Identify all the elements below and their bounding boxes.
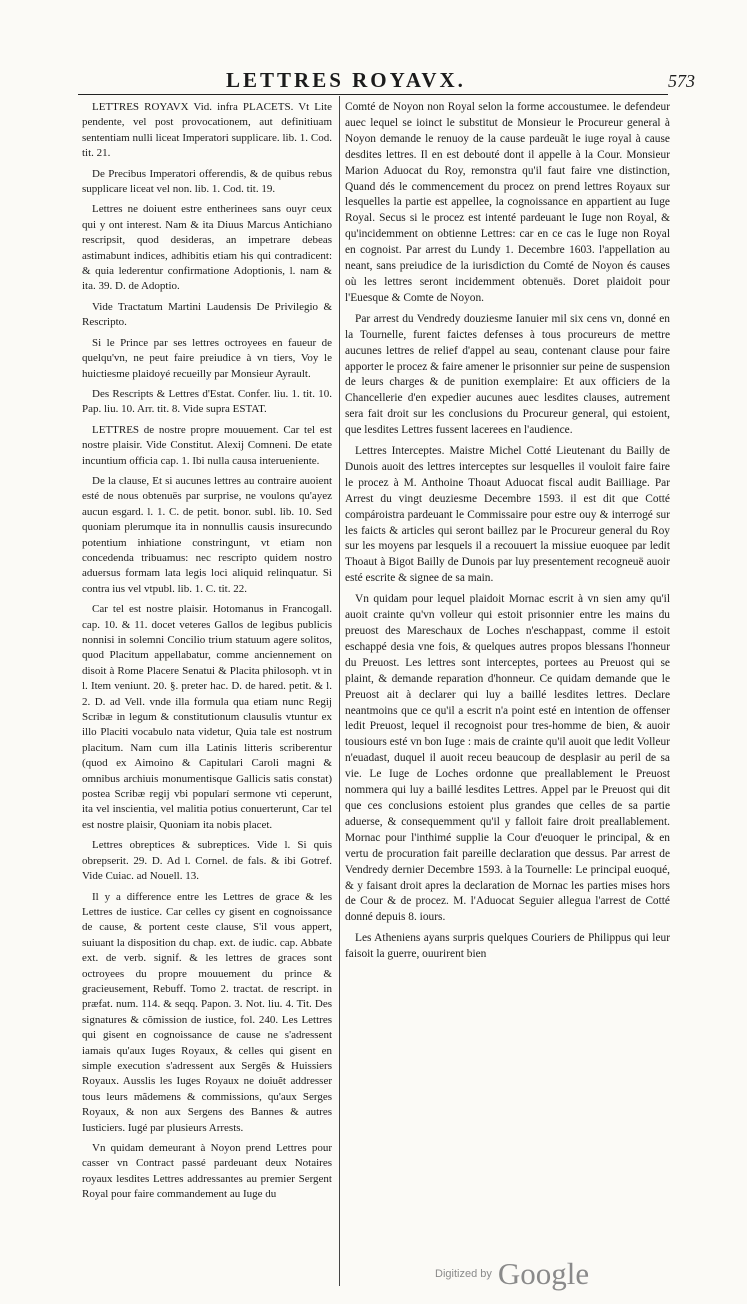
paragraph: Vn quidam demeurant à Noyon prend Lettres pour casser vn Contract passé pardeuant deux Notaires royaux lesdites Lettres addressantes au premier Sergent Royal pour faire commandement au Iuge du [82, 1142, 332, 1201]
paragraph: Les Atheniens ayans surpris quelques Couriers de Philippus qui leur faisoit la guerre, ouurirent bien [345, 932, 670, 961]
watermark-prefix: Digitized by [435, 1268, 492, 1280]
paragraph: Lettres obreptices & subreptices. Vide l. Si quis obrepserit. 29. D. Ad l. Cornel. de fals. & ibi Gotref. Vide Cuiac. ad Nouell. 13. [82, 839, 332, 883]
page-title: LETTRES ROYAVX. [226, 68, 466, 92]
paragraph: Vide Tractatum Martini Laudensis De Privilegio & Rescripto. [82, 300, 332, 329]
paragraph: Il y a difference entre les Lettres de grace & les Lettres de iustice. Car celles cy gisent en cognoissance de cause, & portent ceste clause, S'il vous appert, suiuant la disposition du chap. ext. de iudic. cap. Abbate ext. de verb. signif. & les lettres de graces sont octroyees du propre mouuement du prince & gracieusement, Rebuff. Tomo 2. tractat. de rescript. in præfat. num. 114. & seqq. Papon. 3. Not. liu. 4. Tit. Des signatures & cõmission de iustice, fol. 240. Les Lettres qui gisent en cognoissance de cause ne s'adressent iamais qu'aux Iuges Royaux, & celles qui gisent en simple execution s'adressent aux Sergẽs & Huissiers Royaux. Ausslis les Iuges Royaux ne doiuẽt addresser tous leurs mãdemens & commissions, qu'aux Serges Royaux, & non aux Sergens des Bannes & autres Iusticiers. Iugé par plusieurs Arrests. [82, 890, 332, 1134]
paragraph: Par arrest du Vendredy douziesme Ianuier mil six cens vn, donné en la Tournelle, furent faictes defenses à tous procureurs de mettre aucunes lettres de relief d'appel au seau, contenant clause pour faire apporter le procez & faire amener le prisonnier sur peine de suspension de leurs charges & de punition exemplaire: Et aux officiers de la Chancellerie d'en expedier aucunes auec lesdites clauses, autrement sera fait droit sur les conclusions du Procureur general, qui estoient, que lesdites Lettres fussent lacerees en l'audience. [345, 312, 670, 437]
paragraph: De la clause, Et si aucunes lettres au contraire auoient esté de nous obtenuës par surprise, ne voulons qu'ayez aucun esgard. l. 1. C. de petit. bonor. subl. lib. 10. Sed quoniam plerumque ita in nonnullis causis insurecundo potentium inhiatione constringunt, vt etiam non concedenda tribuamus: nec rescripto quidem nostro aduersus formam lata legis loci aliquid relinquatur. Si contra ius vel vtpubl. lib. 1. C. tit. 22. [82, 474, 332, 595]
paragraph: LETTRES de nostre propre mouuement. Car tel est nostre plaisir. Vide Constitut. Alexij Comneni. De etate incuntium officia cap. 1. Ibi nulla causa interueniente. [82, 423, 332, 467]
paragraph: Lettres Interceptes. Maistre Michel Cotté Lieutenant du Bailly de Dunois auoit des lettres interceptes sur lesquelles il vouloit faire faire le procez à M. Anthoine Thoaut Aduocat fiscal audit Bailliage. Par Arrest du vingt deuziesme Decembre 1593. il est dit que Cotté compároistra pardeuant le Commissaire pour estre ouy & interrogé sur les faicts & articles qui seront baillez par le Procureur general du Roy sur les moyens par lesquels il a recouuert la missiue euoquee par ledit Thoaut à Bigot Bailly de Dunois par luy presentement recogneuë auoir esté escrite & signee de sa main. [345, 445, 670, 585]
paragraph: Si le Prince par ses lettres octroyees en faueur de quelqu'vn, ne peut faire preiudice à vn tiers, Voy le huictiesme plaidoyé recueilly par Monsieur Ayrault. [82, 336, 332, 380]
left-column [82, 100, 332, 1208]
paragraph: LETTRES ROYAVX Vid. infra PLACETS. Vt Lite pendente, vel post provocationem, aut definitiuam sententiam nulli liceat Imperatori supplicare. lib. 1. Cod. tit. 21. [82, 101, 332, 160]
digitized-watermark [435, 1256, 589, 1292]
google-logo: Google [497, 1256, 590, 1291]
right-column [345, 100, 670, 968]
paragraph: De Precibus Imperatori offerendis, & de quibus rebus supplicare liceat vel non. lib. 1. Cod. tit. 19. [82, 167, 332, 196]
paragraph: Lettres ne doiuent estre entherinees sans ouyr ceux qui y ont interest. Nam & ita Diuus Marcus Antichiano rescripsit, quod desideras, an impetrare debeas astimabunt indices, adhibitis etiam his qui contradicent: & quia lederentur confirmatione Adoptionis, l. nam & ita. 39. D. de Adoptio. [82, 203, 332, 293]
paragraph: Des Rescripts & Lettres d'Estat. Confer. liu. 1. tit. 10. Pap. liu. 10. Arr. tit. 8. Vide supra ESTAT. [82, 387, 332, 416]
paragraph: Comté de Noyon non Royal selon la forme accoustumee. le defendeur auec lequel se ioinct le substitut de Monsieur le Procureur general à Noyon demande le renuoy de la cause pardeuãt le iuge royal à cause desdites lettres. Il en est debouté dont il appelle à la Cour. Monsieur Marion Aduocat du Roy, remonstra qu'il faut faire vne distinction, Quand dés le commencement du procez on prend lettres Royaux sur lesquelles la partie est appellee, la cognoissance en appartient au Iuge Royal. Secus si le procez est intenté pardeuant le Iuge non Royal, & qu'incidemment on obtienne Lettres: car en ce cas le Iuge non Royal en cognoist. Par arrest du Lundy 1. Decembre 1603. l'appellation au neant, sans preiudice de la iurisdiction du Comté de Noyon és causes où les lettres seront incidemment obtenuës. Doret plaidoit pour l'Euesque & Comte de Noyon. [345, 101, 670, 304]
page-number: 573 [668, 71, 695, 91]
header-rule [78, 94, 668, 95]
paragraph: Car tel est nostre plaisir. Hotomanus in Francogall. cap. 10. & 11. docet veteres Gallos de legibus publicis nonnisi in solemni Concilio trium statuum agere solitos, quod Placitum appellabatur, comme anciennement on disoit à Rome Placere Senatui & Placita philosoph. vt in l. Item veniunt. 20. §. preter hac. D. de hared. petit. & l. 2. D. ad Vell. vnde illa formula qua etiam nunc Regij Scribæ in legum & constitutionum clausulis vtuntur ex illo Placiti vocabulo nata videtur, Quia tale est nostrum placitum. Nam cum illa Latinis litteris scriberentur (quod ex Aimoino & Capitulari Caroli magni & omnibus archiuis monumentisque Gallicis satis constat) postea Scribæ regij vbi popularí sermone vti ceperunt, ita vel inscientia, vel malitia potius conuerterunt, Car tel est nostre plaisir, Quoniam ita nobis placet. [82, 603, 332, 831]
paragraph: Vn quidam pour lequel plaidoit Mornac escrit à vn sien amy qu'il auoit crainte qu'vn volleur qui estoit prisonnier entre les mains du preuost des Mareschaux de Loches n'eschappast, comme il estoit eschappé desia vne fois, & quelques autres propos blessans l'honneur du Preuost. Les lettres sont interceptes, portees au Preuost qui se plaint, & demande reparation d'honneur. Ce quidam demande que le Preuost ait à declarer qui luy a baillé lesdites lettres. Declare neantmoins que ce qu'il a escrit n'a point esté en intention de offenser ledit Preuost, lequel il recognoist pour tres-homme de bien, & auoir tousiours esté vn bon Iuge : mais de crainte qu'il auoit que ledit Volleur n'euadast, duquel il auoit receu beaucoup de desplasir au peril de sa vie. Le Iuge de Loches ordonne que preallablement le Preuost nommera qui luy a baillé lesdites Lettres. Appel par le Preuost qui dit que ces conclusions estoient plus grandes que celles de sa partie aduerse, & consequemment qu'il y falloit faire droit preallablement. Mornac pour l'inthimé supplie la Cour d'euoquer le principal, & en vertu de procuration fait pareille declaration que dessus. Par arrest de Vendredy dernier Decembre 1593. à la Tournelle: Le principal euoqué, & y faisant droit apres la declaration de Mornac les parties mises hors de Cour & de procez. M. l'Aduocat Seguier allegua l'arrest de Cotté donné depuis 8. iours. [345, 593, 670, 924]
column-divider [339, 96, 340, 1286]
